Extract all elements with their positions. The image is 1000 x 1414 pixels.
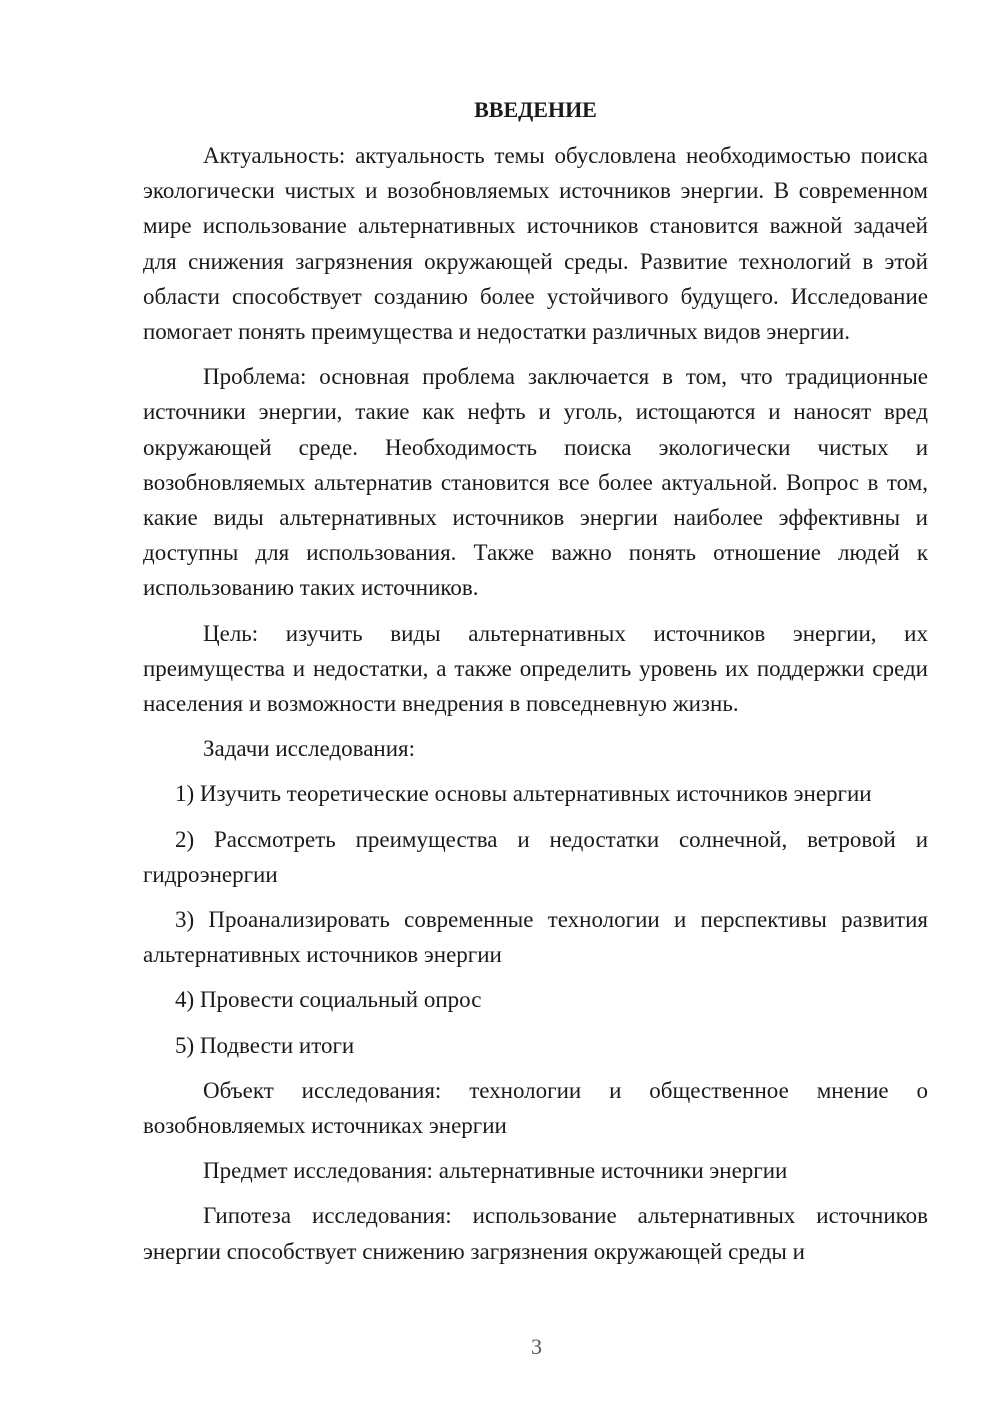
paragraph-relevance: Актуальность: актуальность темы обусловлена необходимостью поиска экологически чистых и возобновляемых источников энергии. В современном мире использование альтернативных источников становится важной задачей для снижения загрязнения окружающей среды. Развитие технологий в этой области способствует созданию более устойчивого будущего. Исследование помогает понять преимущества и недостатки различных видов энергии. xyxy=(143,143,928,345)
task-item-1: 1) Изучить теоретические основы альтернативных источников энергии xyxy=(175,781,872,807)
paragraph-problem: Проблема: основная проблема заключается в том, что традиционные источники энергии, такие как нефть и уголь, истощаются и наносят вред окружающей среде. Необходимость поиска экологически чистых и возобновляемых альтернатив становится все более актуальной. Вопрос в том, какие виды альтернативных источников энергии наиболее эффективны и доступны для использования. Также важно понять отношение людей к использованию таких источников. xyxy=(143,364,928,601)
task-item-2: 2) Рассмотреть преимущества и недостатки солнечной, ветровой и гидроэнергии xyxy=(143,826,928,887)
paragraph-hypothesis: Гипотеза исследования: использование альтернативных источников энергии способствует снижению загрязнения окружающей среды и xyxy=(143,1203,928,1264)
task-item-4: 4) Провести социальный опрос xyxy=(175,987,482,1013)
paragraph-subject: Предмет исследования: альтернативные источники энергии xyxy=(203,1158,788,1184)
page-number: 3 xyxy=(531,1334,542,1359)
paragraph-object: Объект исследования: технологии и общественное мнение о возобновляемых источниках энергии xyxy=(143,1077,928,1139)
section-title: ВВЕДЕНИЕ xyxy=(474,97,597,122)
paragraph-goal: Цель: изучить виды альтернативных источников энергии, их преимущества и недостатки, а также определить уровень их поддержки среди населения и возможности внедрения в повседневную жизнь. xyxy=(143,620,928,717)
document-page xyxy=(143,92,928,1279)
paragraph-tasks-heading: Задачи исследования: xyxy=(203,736,416,762)
task-item-3: 3) Проанализировать современные технологии и перспективы развития альтернативных источников энергии xyxy=(143,907,928,968)
task-item-5: 5) Подвести итоги xyxy=(175,1032,355,1058)
